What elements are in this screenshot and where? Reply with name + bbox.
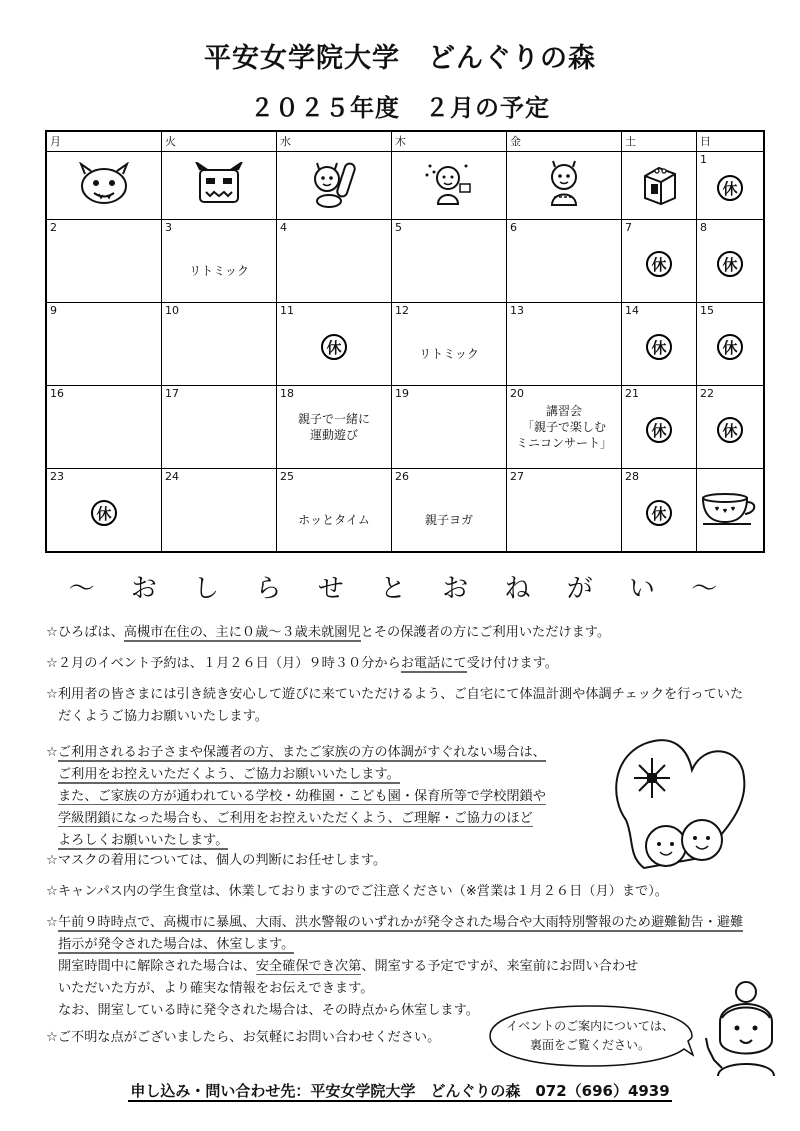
day-number: 2 xyxy=(50,221,57,234)
notice-reservation-a: ☆２月のイベント予約は、１月２６日（月）９時３０分から xyxy=(46,656,401,671)
calendar-day-cell xyxy=(507,469,622,551)
staff-woman-icon xyxy=(700,978,790,1078)
notice-weather-l5: なお、開室している時に発令された場合は、その時点から休室します。 xyxy=(58,1003,479,1018)
notice-weather-l2-wrap xyxy=(46,934,743,956)
calendar-day-cell xyxy=(622,220,697,303)
weekday-header: 木 xyxy=(392,132,507,152)
day-number: 4 xyxy=(280,221,287,234)
speech-bubble-l1: イベントのご案内については、 xyxy=(506,1019,674,1033)
notice-eligibility xyxy=(46,622,610,644)
calendar-day-cell xyxy=(277,220,392,303)
notice-illness-l5-wrap xyxy=(46,830,546,852)
day-number: 10 xyxy=(165,304,179,317)
contact-footer xyxy=(0,1080,800,1101)
oni-mask-icon xyxy=(77,162,131,210)
calendar-day-cell xyxy=(162,220,277,303)
calendar-day-cell xyxy=(47,152,162,220)
oni-child-icon xyxy=(537,159,591,213)
day-number: 1 xyxy=(700,153,707,166)
calendar-day-cell xyxy=(277,386,392,469)
event-label: リトミック xyxy=(189,263,249,278)
notice-weather-l1: 午前９時時点で、高槻市に暴風、大雨、洪水警報のいずれかが発令された場合や大雨特別警報のため避難勧告・避難 xyxy=(57,915,744,930)
calendar-day-cell xyxy=(622,152,697,220)
calendar-day-cell xyxy=(697,469,763,551)
holiday-mark: 休 xyxy=(91,500,117,526)
event-label: 親子ヨガ xyxy=(424,512,473,527)
calendar-day-cell xyxy=(162,152,277,220)
calendar-day-cell xyxy=(392,469,507,551)
event-label: 親子で一緒に 運動遊び xyxy=(297,412,370,442)
notice-reservation-c: 受け付けます。 xyxy=(466,656,558,671)
calendar-day-cell xyxy=(277,303,392,386)
oni-with-club-icon xyxy=(307,159,361,213)
page-subtitle: ２０２５年度 ２月の予定 xyxy=(250,94,550,122)
day-number: 18 xyxy=(280,387,294,400)
notice-illness-l2-wrap xyxy=(46,764,546,786)
event-label: ホッとタイム xyxy=(298,512,370,527)
notice-weather-l4: いただいた方が、より確実な情報をお伝えできます。 xyxy=(58,981,374,996)
notice-weather-l3b: 安全確保でき次第 xyxy=(255,959,362,974)
notice-illness-l4-wrap xyxy=(46,808,546,830)
day-number: 22 xyxy=(700,387,714,400)
day-number: 11 xyxy=(280,304,294,317)
weekday-header: 土 xyxy=(622,132,697,152)
day-number: 17 xyxy=(165,387,179,400)
notice-reservation xyxy=(46,653,558,675)
holiday-mark: 休 xyxy=(717,251,743,277)
calendar-day-cell xyxy=(622,303,697,386)
holiday-mark: 休 xyxy=(646,251,672,277)
calendar-day-cell xyxy=(47,469,162,551)
notice-illness-l4: 学級閉鎖になった場合も、ご利用をお控えいただくよう、ご理解・ご協力のほど xyxy=(58,811,533,826)
notice-weather-l3c: 、開室する予定ですが、来室前にお問い合わせ xyxy=(361,959,639,974)
day-number: 15 xyxy=(700,304,714,317)
bean-box-icon xyxy=(639,162,679,210)
notice-health-check-l2: だくようご協力お願いいたします。 xyxy=(58,709,268,724)
calendar-day-cell xyxy=(162,303,277,386)
notice-illness-l3-wrap xyxy=(46,786,546,808)
mittens-illustration-icon xyxy=(604,728,754,876)
speech-bubble-text xyxy=(486,1017,694,1055)
calendar-day-cell xyxy=(697,220,763,303)
event-label: 講習会 「親子で楽しむ ミニコンサート」 xyxy=(515,404,612,450)
day-number: 21 xyxy=(625,387,639,400)
calendar-day-cell xyxy=(392,386,507,469)
day-number: 27 xyxy=(510,470,524,483)
notice-health-check xyxy=(46,684,743,728)
speech-bubble-l2: 裏面をご覧ください。 xyxy=(529,1038,650,1052)
notice-weather-l2: 指示が発令された場合は、休室します。 xyxy=(58,937,295,952)
notice-illness-l3: また、ご家族の方が通われている学校・幼稚園・こども園・保育所等で学校閉鎖や xyxy=(58,789,546,804)
notice-heading: ～ お し ら せ と お ね が い ～ xyxy=(68,574,732,604)
contact-footer-text: 申し込み・問い合わせ先：平安女学院大学 どんぐりの森 072（696）4939 xyxy=(130,1082,670,1100)
calendar-day-cell xyxy=(277,152,392,220)
holiday-mark: 休 xyxy=(717,417,743,443)
notice-weather-l3a: 開室時間中に解除された場合は、 xyxy=(58,959,256,974)
calendar-day-cell xyxy=(622,386,697,469)
day-number: 5 xyxy=(395,221,402,234)
notice-illness-l2: ご利用をお控えいただくよう、ご協力お願いいたします。 xyxy=(58,767,400,782)
notice-reservation-phone: お電話にて xyxy=(400,656,467,671)
weekday-header: 火 xyxy=(162,132,277,152)
calendar-day-cell xyxy=(622,469,697,551)
day-number: 8 xyxy=(700,221,707,234)
calendar-day-cell xyxy=(507,303,622,386)
day-number: 25 xyxy=(280,470,294,483)
calendar-day-cell xyxy=(162,386,277,469)
day-number: 13 xyxy=(510,304,524,317)
notice-contact: ☆ご不明な点がございましたら、お気軽にお問い合わせください。 xyxy=(46,1030,441,1045)
calendar-day-cell xyxy=(392,220,507,303)
holiday-mark: 休 xyxy=(717,334,743,360)
notice-mask: ☆マスクの着用については、個人の判断にお任せします。 xyxy=(46,853,387,868)
notice-weather-star: ☆ xyxy=(46,915,58,930)
day-number: 20 xyxy=(510,387,524,400)
holiday-mark: 休 xyxy=(717,175,743,201)
calendar-day-cell xyxy=(392,303,507,386)
page-title: 平安女学院大学 どんぐりの森 xyxy=(204,43,596,74)
notice-eligibility-a: ☆ひろばは、 xyxy=(46,625,124,640)
day-number: 24 xyxy=(165,470,179,483)
weekday-header: 水 xyxy=(277,132,392,152)
day-number: 12 xyxy=(395,304,409,317)
notice-health-check-l1: ☆利用者の皆さまには引き続き安心して遊びに来ていただけるよう、ご自宅にて体温計測や体調チェックを行っていた xyxy=(46,687,744,702)
day-number: 16 xyxy=(50,387,64,400)
notice-eligibility-c: とその保護者の方にご利用いただけます。 xyxy=(360,625,611,640)
day-number: 14 xyxy=(625,304,639,317)
calendar-day-cell xyxy=(47,220,162,303)
holiday-mark: 休 xyxy=(321,334,347,360)
day-number: 9 xyxy=(50,304,57,317)
calendar-grid xyxy=(45,130,765,553)
calendar-day-cell xyxy=(47,386,162,469)
event-label: リトミック xyxy=(419,346,479,361)
notice-illness xyxy=(46,742,546,852)
calendar-day-cell xyxy=(277,469,392,551)
holiday-mark: 休 xyxy=(646,417,672,443)
calendar-day-cell xyxy=(507,386,622,469)
notice-illness-l1: ご利用されるお子さまや保護者の方、またご家族の方の体調がすぐれない場合は、 xyxy=(57,745,546,760)
teacup-icon xyxy=(699,488,761,532)
bean-throwing-child-icon xyxy=(422,160,476,212)
day-number: 7 xyxy=(625,221,632,234)
calendar-day-cell xyxy=(47,303,162,386)
notice-weather-l3 xyxy=(46,956,743,978)
notice-illness-l5: よろしくお願いいたします。 xyxy=(58,833,229,848)
calendar-day-cell xyxy=(507,152,622,220)
oni-mask-icon xyxy=(192,162,246,210)
weekday-header: 金 xyxy=(507,132,622,152)
weekday-header: 月 xyxy=(47,132,162,152)
day-number: 19 xyxy=(395,387,409,400)
notice-eligibility-highlight: 高槻市在住の、主に０歳～３歳未就園児 xyxy=(123,625,361,640)
calendar-day-cell xyxy=(162,469,277,551)
day-number: 28 xyxy=(625,470,639,483)
day-number: 23 xyxy=(50,470,64,483)
calendar-day-cell xyxy=(392,152,507,220)
calendar-day-cell xyxy=(697,386,763,469)
calendar-day-cell xyxy=(697,152,763,220)
day-number: 6 xyxy=(510,221,517,234)
day-number: 26 xyxy=(395,470,409,483)
holiday-mark: 休 xyxy=(646,500,672,526)
weekday-header: 日 xyxy=(697,132,763,152)
notice-cafeteria: ☆キャンパス内の学生食堂は、休業しておりますのでご注意ください（※営業は１月２６日（月）まで）。 xyxy=(46,884,668,899)
day-number: 3 xyxy=(165,221,172,234)
holiday-mark: 休 xyxy=(646,334,672,360)
calendar-day-cell xyxy=(507,220,622,303)
calendar-day-cell xyxy=(697,303,763,386)
notice-illness-star: ☆ xyxy=(46,745,58,760)
